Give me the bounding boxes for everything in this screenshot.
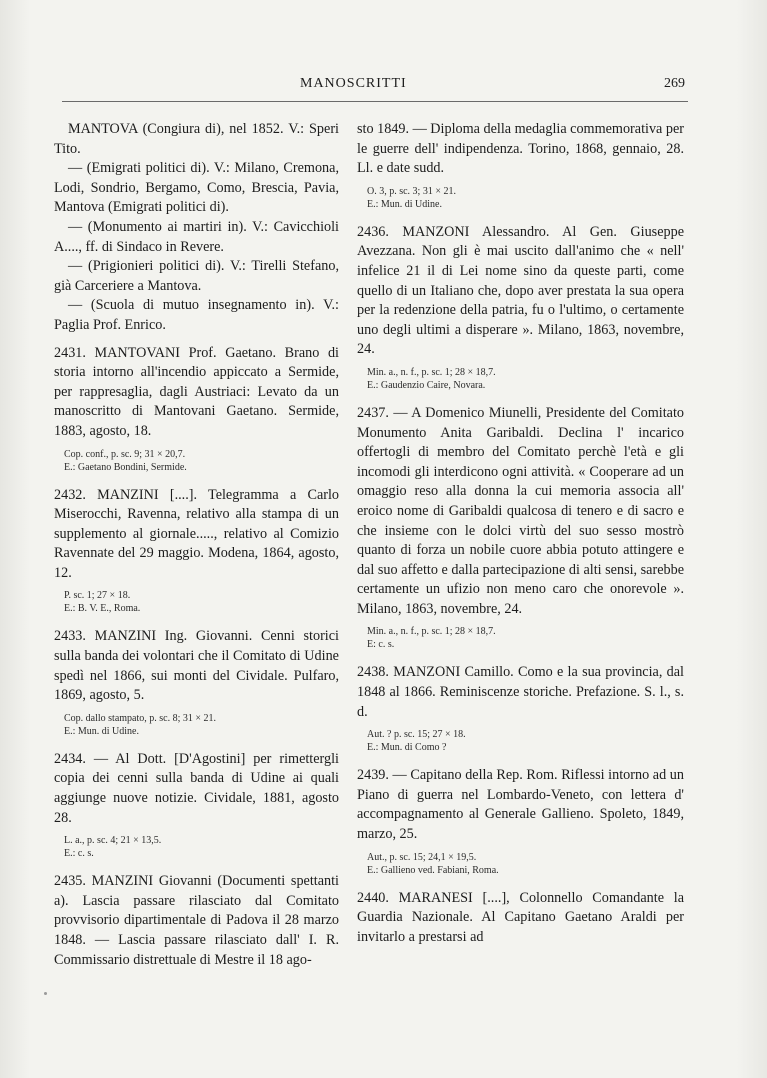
entry-2436-note-line1: Min. a., n. f., p. sc. 1; 28 × 18,7. — [367, 366, 496, 378]
entry-2431-note — [64, 448, 339, 474]
entry-2434-note-line1: L. a., p. sc. 4; 21 × 13,5. — [64, 835, 162, 847]
entry-2437: 2437. — A Domenico Miunelli, Presidente del Comitato Monumento Anita Garibaldi. Declina l' incarico offertogli di membro del Comitato perchè l'età e gli incomodi gli interdicono ogni attività. « Cooperare ad un omaggio reso alla donna la cui memoria associa all' eroico nome di Garibaldi qualcosa di tenero e di sacro e che insieme con le dolci virtù del suo sesso mostrò quanto di forza un nobile cuore abbia potuto attingere e dal suo affetto e dalla partecipazione di alti sensi, sarebbe certamente un ufizio non meno caro che onorevole ». Milano, 1863, novembre, 24. — [357, 404, 684, 617]
entry-2433-note-line1: Cop. dallo stampato, p. sc. 8; 31 × 21. — [64, 712, 217, 724]
entry-2439-note-line2: E.: Gallieno ved. Fabiani, Roma. — [367, 864, 499, 876]
entry-2432-note-line1: P. sc. 1; 27 × 18. — [64, 590, 131, 602]
entry-mantova-emigrati: — (Emigrati politici di). V.: Milano, Cremona, Lodi, Sondrio, Bergamo, Como, Brescia, Pavia, Mantova (Emigrati politici di). — [54, 160, 339, 216]
entry-2434-note-line2: E.: c. s. — [64, 848, 94, 860]
entry-2437-note-line2: E: c. s. — [367, 639, 395, 651]
running-title: MANOSCRITTI — [300, 76, 407, 91]
entry-2435: 2435. MANZINI Giovanni (Documenti spettanti a). Lascia passare rilasciato dal Comitato provvisorio dipartimentale di Padova il 28 marzo 1848. — Lascia passare rilasciato dall' I. R. Commissario distrettuale di Mestre il 18 ago- — [54, 873, 339, 968]
entry-2439-note-line1: Aut., p. sc. 15; 24,1 × 19,5. — [367, 851, 477, 863]
entry-2433: 2433. MANZINI Ing. Giovanni. Cenni storici sulla banda dei volontari che il Comitato di Udine spedì nel 1866, sui monti del Cividale. Pulfaro, 1869, agosto, 5. — [54, 628, 339, 704]
entry-2432-note — [64, 589, 339, 615]
entry-2438-note — [367, 728, 684, 754]
entry-2433-note-line2: E.: Mun. di Udine. — [64, 725, 139, 737]
entry-mantova-scuola: — (Scuola di mutuo insegnamento in). V.: Paglia Prof. Enrico. — [54, 297, 339, 333]
entry-2438-note-line1: Aut. ? p. sc. 15; 27 × 18. — [367, 729, 466, 741]
entry-2436: 2436. MANZONI Alessandro. Al Gen. Giuseppe Avezzana. Non gli è mai uscito dall'animo che « nell' infelice 21 il di Lei nome sino da queste parti, come quello di un Italiano che, dopo aver prestata la sua opera per la redenzione della patria, fu o l'ultimo, o certamente uno degli ultimi a disperare ». Milano, 1863, novembre, 24. — [357, 223, 684, 358]
entry-2436-note — [367, 366, 684, 392]
page-header — [0, 76, 767, 100]
entry-2437-note-line1: Min. a., n. f., p. sc. 1; 28 × 18,7. — [367, 626, 496, 638]
margin-speck — [44, 992, 47, 995]
entry-2431-note-line2: E.: Gaetano Bondini, Sermide. — [64, 461, 187, 473]
entry-2437-note — [367, 625, 684, 651]
entry-2438-note-line2: E.: Mun. di Como ? — [367, 742, 447, 754]
entry-2434-note — [64, 834, 339, 860]
entry-2439-note — [367, 851, 684, 877]
entry-2431-note-line1: Cop. conf., p. sc. 9; 31 × 20,7. — [64, 448, 186, 460]
entry-2432-note-line2: E.: B. V. E., Roma. — [64, 603, 141, 615]
entry-2434: 2434. — Al Dott. [D'Agostini] per rimettergli copia dei cenni sulla banda di Udine ai quali aggiunge nuove notizie. Cividale, 1881, agosto 28. — [54, 750, 339, 826]
entry-2433-note — [64, 712, 339, 738]
entry-2435-note — [367, 185, 684, 211]
entry-mantova-prigionieri: — (Prigionieri politici di). V.: Tirelli Stefano, già Carceriere a Mantova. — [54, 258, 339, 294]
page-number: 269 — [664, 76, 685, 91]
entry-2438: 2438. MANZONI Camillo. Como e la sua provincia, dal 1848 al 1866. Reminiscenze storiche. Prefazione. S. l., s. d. — [357, 664, 684, 720]
entry-2435-note-line2: E.: Mun. di Udine. — [367, 198, 442, 210]
entry-2435-continued: sto 1849. — Diploma della medaglia commemorativa per le guerre dell' indipendenza. Torino, 1868, gennaio, 28. Ll. e date sudd. — [357, 121, 685, 177]
right-column — [357, 120, 684, 947]
entry-2440: 2440. MARANESI [....], Colonnello Comandante la Guardia Nazionale. Al Capitano Gaetano Araldi per invitarlo a prestarsi ad — [357, 889, 684, 945]
entry-2431: 2431. MANTOVANI Prof. Gaetano. Brano di storia intorno all'incendio appiccato a Sermide, per rappresaglia, dagli Austriaci: Levato da un manoscritto di Mantovani Gaetano. Sermide, 1883, agosto, 18. — [54, 344, 339, 439]
header-rule — [62, 101, 688, 102]
entry-2436-note-line2: E.: Gaudenzio Caire, Novara. — [367, 379, 486, 391]
entry-2432: 2432. MANZINI [....]. Telegramma a Carlo Miserocchi, Ravenna, relativo alla stampa di un supplemento al giornale....., relativo al Comizio Ravennate del 29 maggio. Modena, 1864, agosto, 12. — [54, 486, 339, 581]
entry-2435-note-line1: O. 3, p. sc. 3; 31 × 21. — [367, 185, 456, 197]
entry-mantova-congiura: MANTOVA (Congiura di), nel 1852. V.: Speri Tito. — [54, 121, 339, 157]
entry-mantova-monumento: — (Monumento ai martiri in). V.: Cavicchioli A...., ff. di Sindaco in Revere. — [54, 218, 339, 255]
entry-2439: 2439. — Capitano della Rep. Rom. Riflessi intorno ad un Piano di guerra nel Lombardo-Veneto, con lettera d' accompagnamento al Generale Gallieno. Spoleto, 1849, marzo, 25. — [357, 767, 684, 843]
left-column — [54, 120, 339, 970]
spacer — [54, 336, 339, 344]
